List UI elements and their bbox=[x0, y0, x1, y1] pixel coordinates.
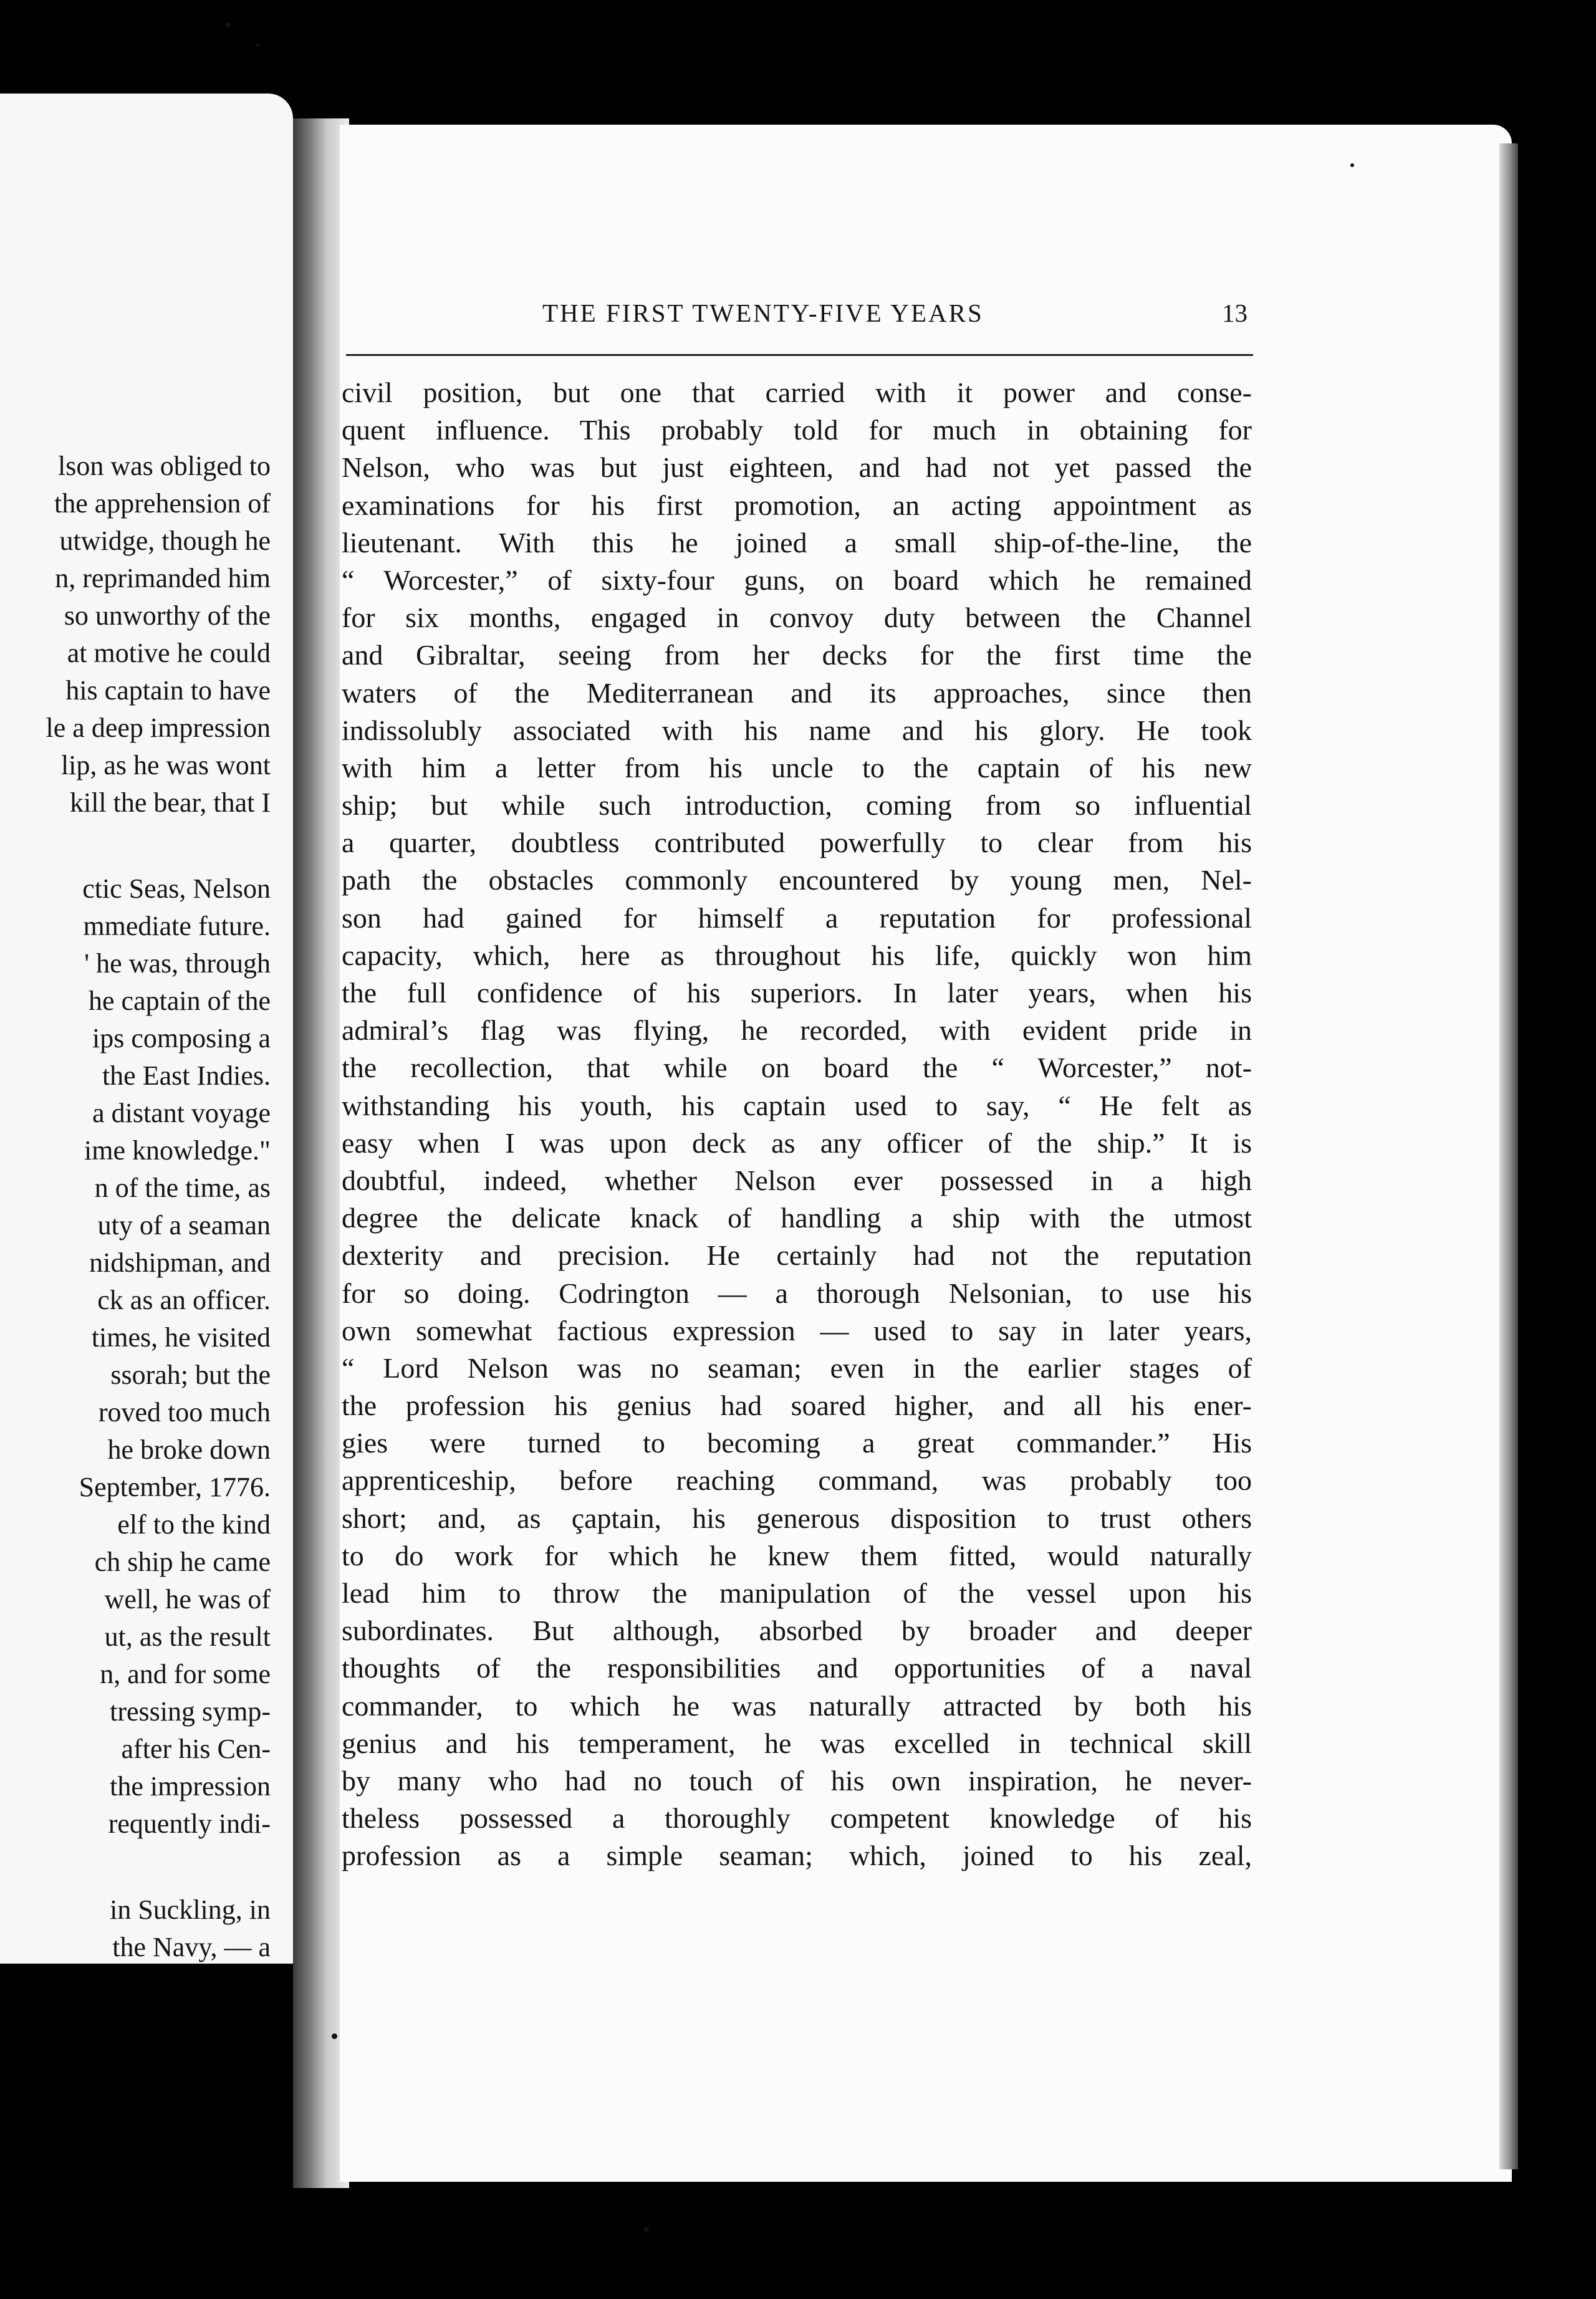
scan-speck bbox=[226, 22, 231, 27]
facing-text-line: after his Cen- bbox=[121, 1734, 271, 1764]
text-line: apprenticeship, before reaching command, was probably too bbox=[342, 1464, 1252, 1497]
text-line: short; and, as çaptain, his generous disposition to trust others bbox=[342, 1502, 1252, 1534]
text-line: lead him to throw the manipulation of the vessel upon his bbox=[342, 1577, 1252, 1609]
facing-text-line: a distant voyage bbox=[92, 1098, 271, 1128]
facing-text-line: he captain of the bbox=[89, 986, 271, 1016]
text-line: lieutenant. With this he joined a small ship-of-the-line, the bbox=[342, 526, 1252, 559]
facing-text-line: at motive he could bbox=[67, 638, 271, 668]
text-line: own somewhat factious expression — used to say in later years, bbox=[342, 1314, 1252, 1346]
facing-text-line: ips composing a bbox=[92, 1023, 271, 1054]
paragraph-gap bbox=[0, 822, 271, 870]
text-line: indissolubly associated with his name and his glory. He took bbox=[342, 714, 1252, 746]
text-line: by many who had no touch of his own inspiration, he never- bbox=[342, 1764, 1252, 1797]
scan-speck bbox=[256, 44, 259, 47]
text-line: easy when I was upon deck as any officer of the ship.” It is bbox=[342, 1126, 1252, 1159]
facing-text-line: ut, as the result bbox=[104, 1621, 271, 1652]
text-line: the full confidence of his superiors. In later years, when his bbox=[342, 977, 1252, 1009]
facing-text-line: n, and for some bbox=[100, 1659, 271, 1689]
text-line: the profession his genius had soared higher, and all his ener- bbox=[342, 1389, 1252, 1422]
facing-text-line: ime knowledge." bbox=[84, 1135, 271, 1166]
facing-text-line: roved too much bbox=[98, 1397, 271, 1428]
text-line: “ Worcester,” of sixty-four guns, on board which he remained bbox=[342, 564, 1252, 596]
facing-text-line: utwidge, though he bbox=[59, 526, 271, 556]
text-line: Nelson, who was but just eighteen, and had not yet passed the bbox=[342, 451, 1252, 484]
text-line: admiral’s flag was flying, he recorded, with evident pride in bbox=[342, 1014, 1252, 1047]
facing-text-line: so unworthy of the bbox=[64, 600, 271, 631]
text-line: waters of the Mediterranean and its approaches, since then bbox=[342, 676, 1252, 709]
text-line: gies were turned to becoming a great commander.” His bbox=[342, 1427, 1252, 1459]
facing-text-line: the East Indies. bbox=[102, 1060, 271, 1091]
text-line: ship; but while such introduction, coming from so influential bbox=[342, 789, 1252, 822]
text-line: path the obstacles commonly encountered by young men, Nel- bbox=[342, 864, 1252, 896]
text-line: genius and his temperament, he was excelled in technical skill bbox=[342, 1727, 1252, 1759]
scan-speck bbox=[644, 2227, 649, 2232]
text-line: to do work for which he knew them fitted, would naturally bbox=[342, 1539, 1252, 1572]
facing-text-line: ctic Seas, Nelson bbox=[82, 873, 271, 904]
text-line: theless possessed a thoroughly competent knowledge of his bbox=[342, 1802, 1252, 1835]
text-line: the recollection, that while on board the “ Worcester,” not- bbox=[342, 1052, 1252, 1084]
facing-text-line: n, reprimanded him bbox=[55, 563, 271, 593]
text-line: civil position, but one that carried with it power and conse- bbox=[342, 377, 1252, 408]
text-line: thoughts of the responsibilities and opportunities of a naval bbox=[342, 1652, 1252, 1684]
text-line: degree the delicate knack of handling a ship with the utmost bbox=[342, 1202, 1252, 1234]
paragraph-gap bbox=[0, 1843, 271, 1891]
facing-text-line: his captain to have bbox=[65, 675, 271, 706]
facing-text-line: ' he was, through bbox=[84, 948, 271, 979]
text-line: subordinates. But although, absorbed by broader and deeper bbox=[342, 1615, 1252, 1647]
facing-text-line: requently indi- bbox=[108, 1808, 271, 1839]
facing-text-line: the apprehension of bbox=[54, 488, 271, 519]
facing-text-line: kill the bear, that I bbox=[69, 787, 271, 818]
text-line: dexterity and precision. He certainly had not the reputation bbox=[342, 1239, 1252, 1272]
facing-text-line: nidshipman, and bbox=[89, 1247, 271, 1278]
header-rule bbox=[346, 354, 1253, 356]
facing-text-line: well, he was of bbox=[104, 1584, 271, 1615]
facing-text-line: September, 1776. bbox=[79, 1472, 271, 1502]
facing-text-line: lson was obliged to bbox=[58, 451, 271, 481]
facing-page-text bbox=[0, 448, 271, 1964]
facing-text-line: le a deep impression bbox=[46, 713, 271, 743]
text-line: with him a letter from his uncle to the captain of his new bbox=[342, 751, 1252, 784]
facing-text-line: elf to the kind bbox=[117, 1509, 271, 1540]
facing-text-line: ck as an officer. bbox=[97, 1285, 271, 1315]
page-number: 13 bbox=[1222, 299, 1247, 327]
scan-speck bbox=[332, 2033, 337, 2039]
facing-text-line: the Navy, — a bbox=[112, 1932, 271, 1962]
text-line: and Gibraltar, seeing from her decks for the first time the bbox=[342, 639, 1252, 671]
text-line: capacity, which, here as throughout his life, quickly won him bbox=[342, 939, 1252, 971]
facing-text-line: ssorah; but the bbox=[110, 1360, 271, 1390]
page-edge bbox=[1499, 143, 1518, 2169]
text-line: profession as a simple seaman; which, joined to his zeal, bbox=[342, 1840, 1252, 1872]
text-line: for six months, engaged in convoy duty between the Channel bbox=[342, 602, 1252, 634]
facing-text-line: times, he visited bbox=[91, 1322, 271, 1353]
facing-text-line: in Suckling, in bbox=[110, 1894, 271, 1925]
text-line: “ Lord Nelson was no seaman; even in the earlier stages of bbox=[342, 1351, 1252, 1384]
text-line: son had gained for himself a reputation for professional bbox=[342, 901, 1252, 934]
text-line: quent influence. This probably told for much in obtaining for bbox=[342, 414, 1252, 446]
facing-text-line: the impression bbox=[110, 1771, 271, 1802]
text-line: a quarter, doubtless contributed powerfully to clear from his bbox=[342, 827, 1252, 859]
text-line: for so doing. Codrington — a thorough Nelsonian, to use his bbox=[342, 1277, 1252, 1309]
facing-text-line: ch ship he came bbox=[94, 1547, 271, 1577]
facing-text-line: mmediate future. bbox=[83, 911, 271, 941]
text-line: doubtful, indeed, whether Nelson ever possessed in a high bbox=[342, 1164, 1252, 1196]
facing-text-line: tressing symp- bbox=[110, 1696, 271, 1727]
scan-speck bbox=[1350, 163, 1354, 167]
facing-text-line: he broke down bbox=[107, 1434, 271, 1465]
text-line: examinations for his first promotion, an acting appointment as bbox=[342, 489, 1252, 521]
facing-text-line: n of the time, as bbox=[94, 1173, 271, 1203]
text-line: withstanding his youth, his captain used to say, “ He felt as bbox=[342, 1089, 1252, 1121]
body-text bbox=[342, 374, 1252, 1875]
facing-page-left bbox=[0, 94, 293, 1964]
running-head: THE FIRST TWENTY-FIVE YEARS bbox=[542, 299, 984, 327]
facing-text-line: lip, as he was wont bbox=[60, 750, 271, 780]
text-line: commander, to which he was naturally attracted by both his bbox=[342, 1689, 1252, 1722]
facing-text-line: uty of a seaman bbox=[97, 1210, 271, 1241]
